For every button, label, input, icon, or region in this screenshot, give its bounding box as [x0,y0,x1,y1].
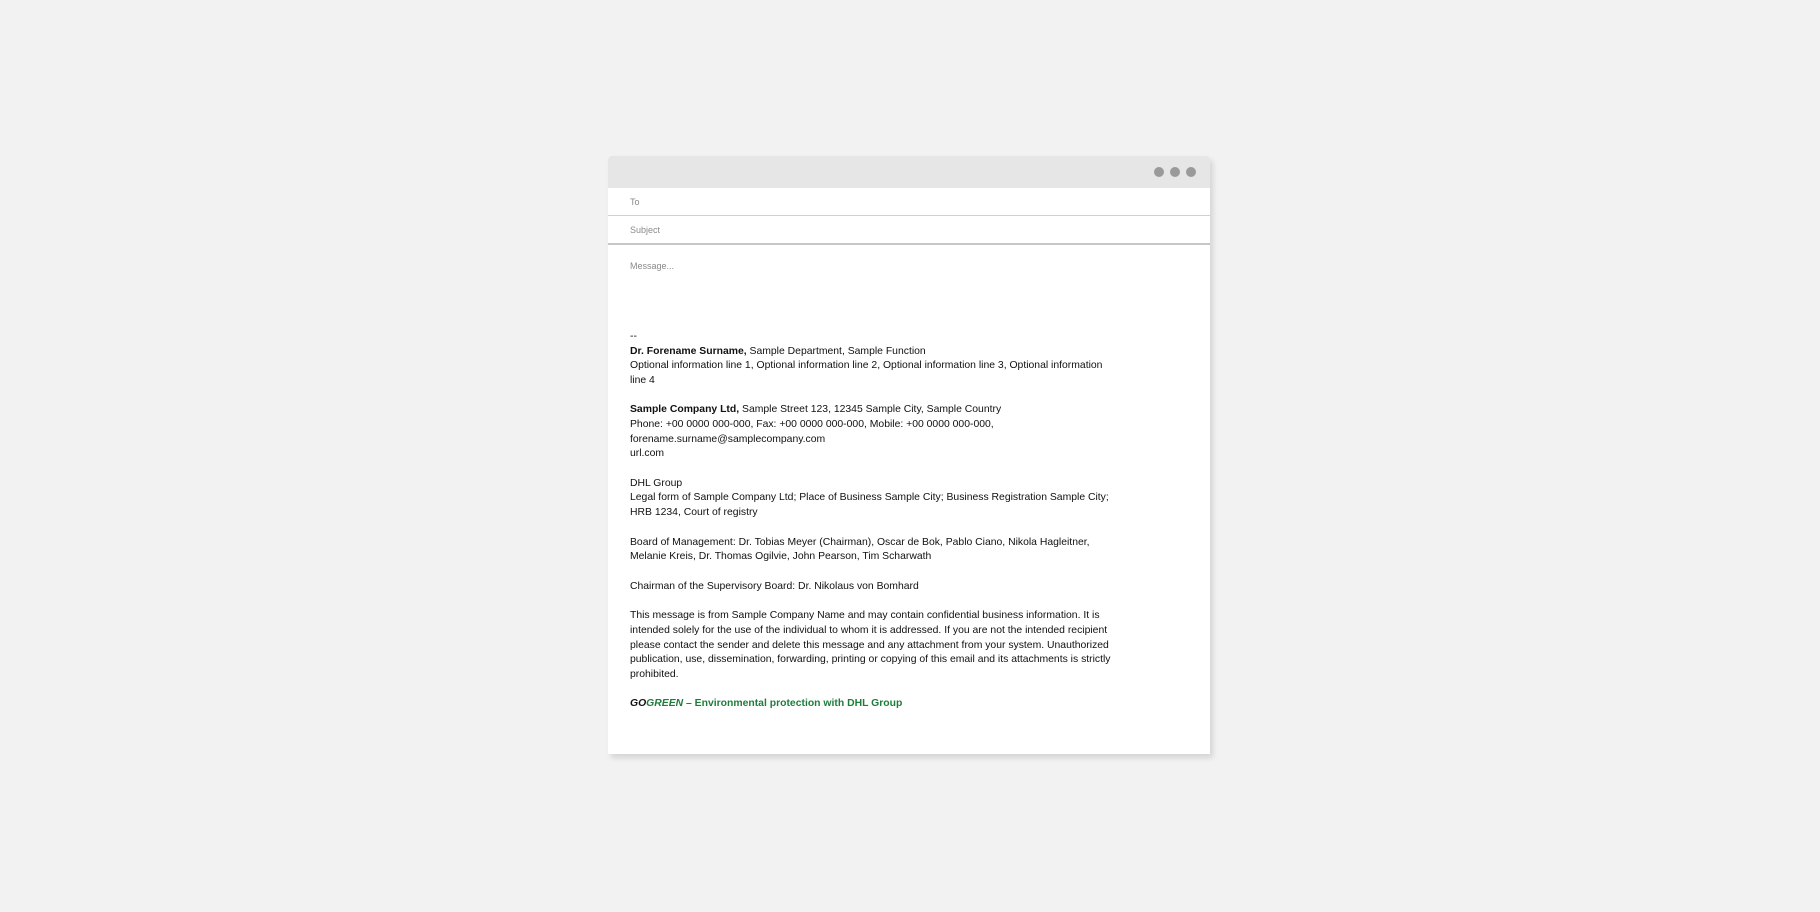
dot-icon[interactable] [1154,167,1164,177]
gogreen-line [630,697,1120,712]
signature-legal-form: Legal form of Sample Company Ltd; Place of Business Sample City; Business Registration Sample City; HRB 1234, Court of registry [630,492,1109,518]
dot-icon[interactable] [1170,167,1180,177]
email-signature [630,330,1120,712]
signature-disclaimer: This message is from Sample Company Name and may contain confidential business information. It is intended solely for the use of the individual to whom it is addressed. If you are not the intended recipient please contact the sender and delete this message and any attachment from your system. Unauthorized publication, use, dissemination, forwarding, printing or copying of this email and its attachments is strictly prohibited. [630,610,1111,680]
signature-department: Sample Department, Sample Function [746,345,926,357]
window-controls [1154,167,1196,177]
signature-company-line [630,403,1120,418]
signature-separator: -- [630,331,637,342]
signature-board: Board of Management: Dr. Tobias Meyer (Chairman), Oscar de Bok, Pablo Ciano, Nikola Hagleitner, Melanie Kreis, Dr. Thomas Ogilvie, John Pearson, Tim Scharwath [630,536,1090,563]
signature-group: DHL Group [630,477,683,489]
message-placeholder: Message... [630,261,675,271]
gogreen-go: GO [630,698,647,710]
signature-company-name: Sample Company Ltd, [630,404,740,416]
signature-name-line [630,345,1120,360]
dot-icon[interactable] [1186,167,1196,177]
gogreen-green: GREEN [646,698,684,710]
gogreen-text: – Environmental protection with DHL Group [683,698,903,710]
signature-company-address: Sample Street 123, 12345 Sample City, Sample Country [739,404,1002,416]
to-field[interactable] [608,188,1210,216]
signature-url: url.com [630,448,665,460]
signature-chairman: Chairman of the Supervisory Board: Dr. Nikolaus von Bomhard [630,580,919,592]
signature-optional-info: Optional information line 1, Optional information line 2, Optional information line 3, Optional information line 4 [630,360,1103,386]
signature-contact: Phone: +00 0000 000-000, Fax: +00 0000 000-000, Mobile: +00 0000 000-000, forename.surname@samplecompany.com [630,418,994,445]
window-titlebar [608,156,1210,188]
signature-name: Dr. Forename Surname, [630,345,747,357]
to-placeholder: To [630,196,640,207]
message-body[interactable] [608,245,1210,712]
email-compose-window [608,156,1210,754]
subject-field[interactable] [608,216,1210,245]
subject-placeholder: Subject [630,224,661,235]
